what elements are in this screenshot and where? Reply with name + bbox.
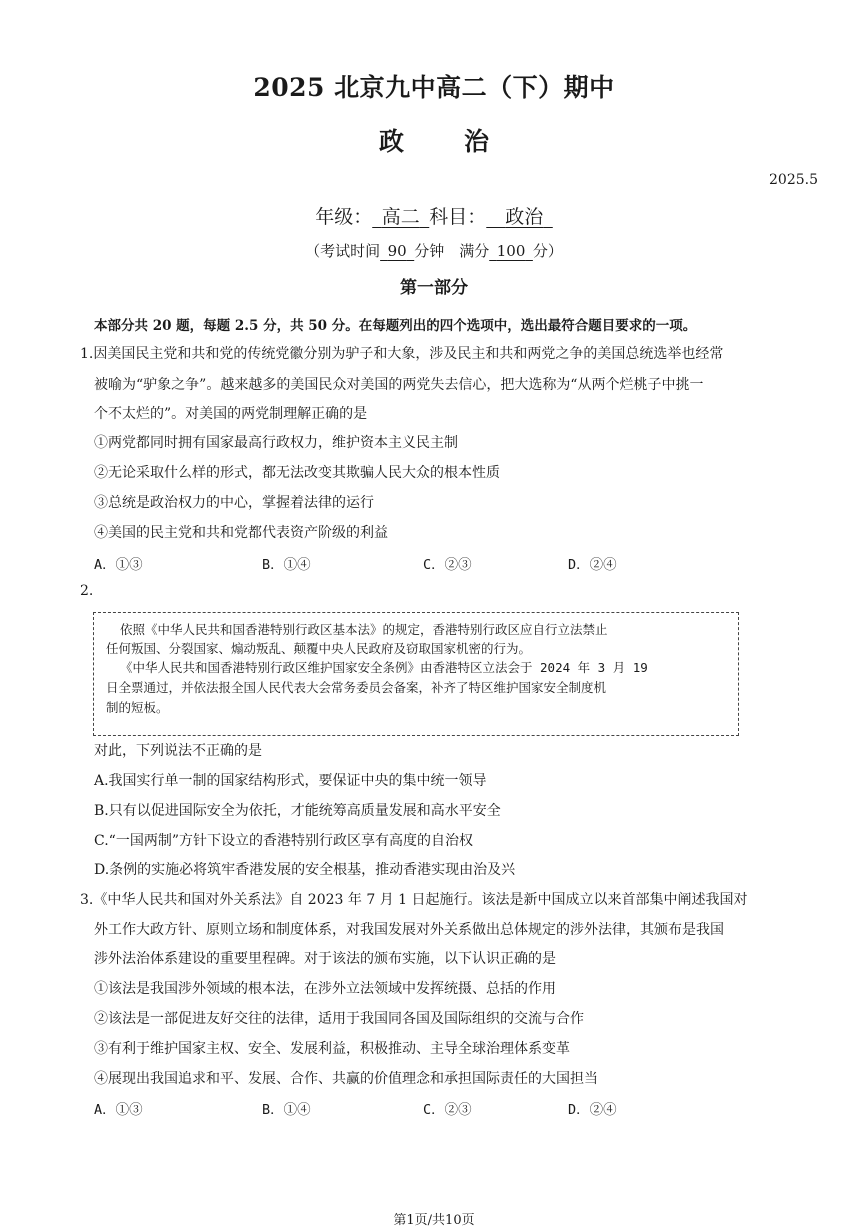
q3-stem-line: 涉外法治体系建设的重要里程碑。对于该法的颁布实施，以下认识正确的是 [94, 951, 556, 967]
subject-char-1: 政 [378, 127, 404, 156]
q1-item: ①两党都同时拥有国家最高行政权力，维护资本主义民主制 [94, 435, 458, 451]
q1-option-c[interactable]: C．②③ [423, 557, 472, 573]
q1-item: ②无论采取什么样的形式，都无法改变其欺骗人民大众的根本性质 [94, 465, 500, 481]
q2-number: 2. [80, 583, 94, 599]
q1-option-a[interactable]: A．①③ [94, 557, 143, 573]
q2-material-line: 任何叛国、分裂国家、煽动叛乱、颠覆中央人民政府及窃取国家机密的行为。 [106, 641, 532, 656]
q1-option-b[interactable]: B．①④ [262, 557, 311, 573]
q3-item: ④展现出我国追求和平、发展、合作、共赢的价值理念和承担国际责任的大国担当 [94, 1071, 598, 1087]
q2-material-line: 制的短板。 [106, 700, 169, 715]
q3-option-a[interactable]: A．①③ [94, 1102, 143, 1118]
q2-option-b[interactable]: B.只有以促进国际安全为依托，才能统筹高质量发展和高水平安全 [94, 803, 501, 819]
subject-label: 科目： [429, 206, 487, 228]
q2-question: 对此，下列说法不正确的是 [94, 743, 262, 759]
grade-value: 高二 [381, 206, 420, 228]
q2-option-a[interactable]: A.我国实行单一制的国家结构形式，要保证中央的集中统一领导 [94, 773, 487, 789]
q1-stem-line: 1.因美国民主党和共和党的传统党徽分别为驴子和大象，涉及民主和共和两党之争的美国总统选举也经常 [80, 346, 724, 362]
grade-subject-line [0, 202, 868, 229]
q3-option-c[interactable]: C．②③ [423, 1102, 472, 1118]
q3-item: ①该法是我国涉外领域的根本法，在涉外立法领域中发挥统摄、总括的作用 [94, 981, 556, 997]
score-value: 100 [496, 242, 526, 260]
q2-material-line: 依照《中华人民共和国香港特别行政区基本法》的规定，香港特别行政区应自行立法禁止 [120, 622, 608, 637]
part-instructions: 本部分共 20 题，每题 2.5 分，共 50 分。在每题列出的四个选项中，选出最符合题目要求的一项。 [94, 318, 697, 334]
q2-material-line: 日全票通过，并依法报全国人民代表大会常务委员会备案，补齐了特区维护国家安全制度机 [106, 680, 607, 695]
q2-option-c[interactable]: C.“一国两制”方针下设立的香港特别行政区享有高度的自治权 [94, 833, 473, 849]
part-title: 第一部分 [400, 278, 468, 298]
grade-label: 年级： [315, 206, 373, 228]
q1-item: ③总统是政治权力的中心，掌握着法律的运行 [94, 495, 374, 511]
q1-option-d[interactable]: D．②④ [568, 557, 617, 573]
q3-option-b[interactable]: B．①④ [262, 1102, 311, 1118]
q3-option-d[interactable]: D．②④ [568, 1102, 617, 1118]
q3-stem-line: 外工作大政方针、原则立场和制度体系，对我国发展对外关系做出总体规定的涉外法律，其颁布是我国 [94, 922, 724, 938]
exam-title: 2025 北京九中高二（下）期中 [253, 73, 615, 102]
exam-date: 2025.5 [769, 172, 818, 188]
subject-heading [0, 122, 868, 158]
q1-item: ④美国的民主党和共和党都代表资产阶级的利益 [94, 525, 388, 541]
subject-char-2: 治 [464, 127, 490, 156]
subject-value: 政治 [505, 206, 544, 228]
q3-stem-line: 3.《中华人民共和国对外关系法》自 2023 年 7 月 1 日起施行。该法是新中国成立以来首部集中阐述我国对 [80, 892, 748, 908]
q1-stem-line: 被喻为“驴象之争”。越来越多的美国民众对美国的两党失去信心，把大选称为“从两个烂桃子中挑一 [94, 377, 704, 393]
time-value: 90 [387, 242, 407, 260]
q1-stem-line: 个不太烂的”。对美国的两党制理解正确的是 [94, 406, 368, 422]
q2-material-line: 《中华人民共和国香港特别行政区维护国家安全条例》由香港特区立法会于 2024 年 3 月 19 [120, 660, 648, 675]
q3-item: ③有利于维护国家主权、安全、发展利益，积极推动、主导全球治理体系变革 [94, 1041, 570, 1057]
q3-item: ②该法是一部促进友好交往的法律，适用于我国同各国及国际组织的交流与合作 [94, 1011, 584, 1027]
q2-option-d[interactable]: D.条例的实施必将筑牢香港发展的安全根基，推动香港实现由治及兴 [94, 862, 516, 878]
time-score-line: （考试时间 90 分钟 满分 100 分） [305, 242, 563, 260]
page-number: 第1页/共10页 [393, 1213, 475, 1228]
